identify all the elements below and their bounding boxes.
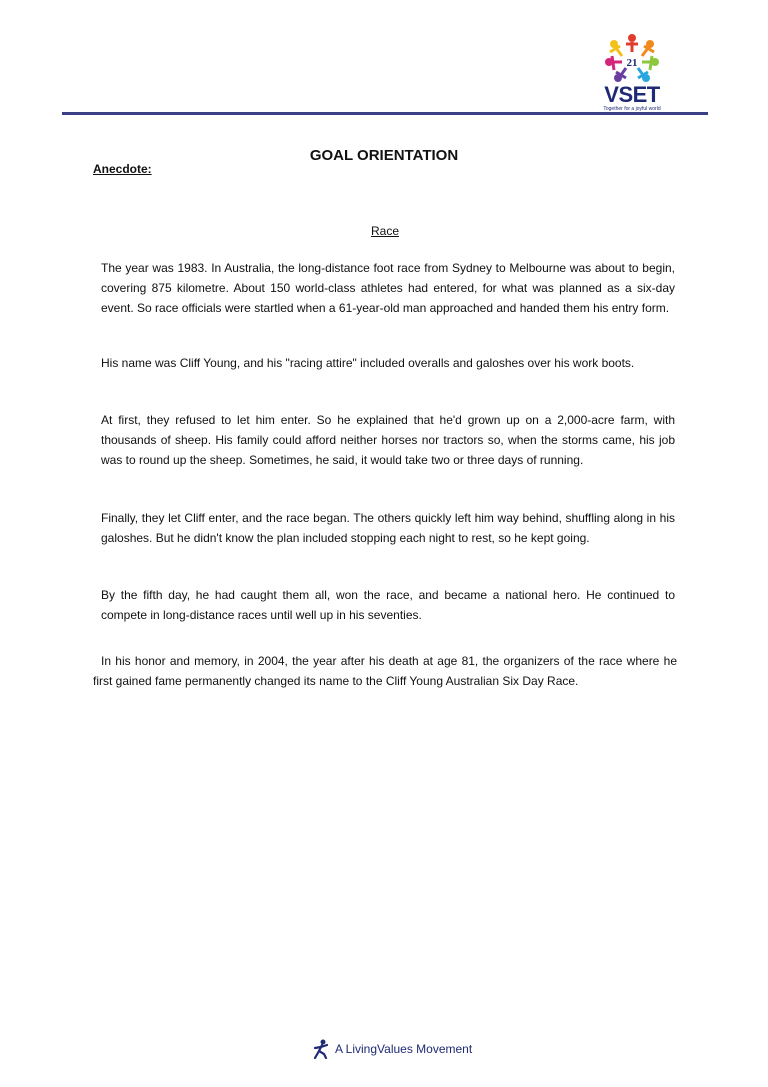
- paragraph-4: Finally, they let Cliff enter, and the race began. The others quickly left him way behind, shuffling along in his galoshes. But he didn't know the plan included stopping each night to rest, so he kept going.: [101, 511, 675, 545]
- paragraph-5: By the fifth day, he had caught them all, won the race, and became a national hero. He continued to compete in long-distance races until well up in his seventies.: [101, 588, 675, 622]
- story-title: [0, 224, 768, 238]
- paragraph-2: His name was Cliff Young, and his "racing attire" included overalls and galoshes over his work boots.: [101, 356, 635, 370]
- logo-tagline: Together for a joyful world: [603, 106, 661, 112]
- document-title: GOAL ORIENTATION: [309, 147, 459, 164]
- footer-text: A LivingValues Movement: [335, 1042, 473, 1056]
- paragraph-6: In his honor and memory, in 2004, the year after his death at age 81, the organizers of the race where he first gained fame permanently changed its name to the Cliff Young Australian Six Day Race.: [93, 654, 677, 688]
- running-figure-icon: [312, 1039, 330, 1059]
- paragraph-1: The year was 1983. In Australia, the long-distance foot race from Sydney to Melbourne was about to begin, covering 875 kilometre. About 150 world-class athletes had entered, for what was planned as a six-day event. So race officials were startled when a 61-year-old man approached and handed them his entry form.: [101, 261, 675, 315]
- footer: [312, 1038, 472, 1060]
- svg-text:21: 21: [626, 57, 638, 69]
- header-divider: [62, 112, 708, 115]
- logo-wordmark: VSET: [604, 82, 660, 107]
- vset-logo: [596, 30, 668, 118]
- paragraph-3: At first, they refused to let him enter. So he explained that he'd grown up on a 2,000-acre farm, with thousands of sheep. His family could afford neither horses nor tractors so, when the storms came, his job was to round up the sheep. Sometimes, he said, it would take two or three days of running.: [101, 413, 675, 467]
- children-circle-icon: [602, 30, 662, 86]
- story-title-text: Race: [370, 224, 399, 238]
- section-label: Anecdote:: [93, 162, 152, 176]
